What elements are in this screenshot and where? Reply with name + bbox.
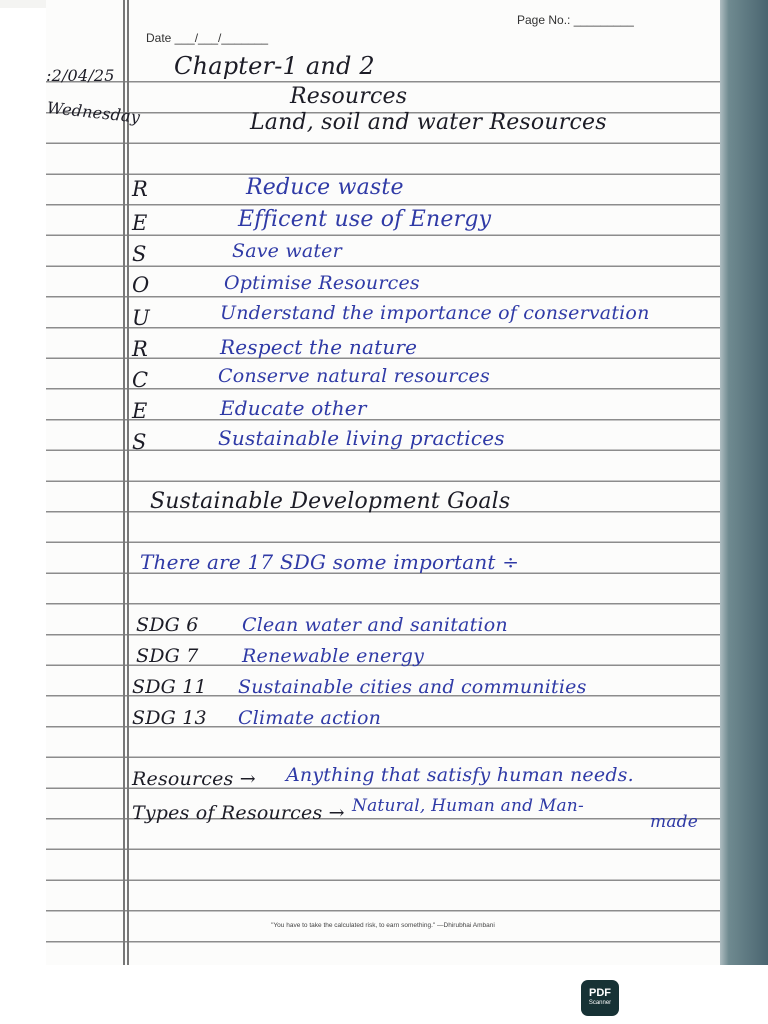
definition-term: Resources → [132,768,256,790]
acronym-text: Reduce waste [246,175,404,200]
margin-day: Wednesday [46,98,141,127]
acronym-letter: E [132,399,148,423]
definition-text-continued: made [650,812,698,832]
acronym-text: Sustainable living practices [218,426,505,450]
acronym-letter: S [132,242,147,266]
margin-line-outer [123,0,125,965]
pdf-scanner-logo-title: PDF [589,987,611,999]
acronym-text: Save water [232,240,342,262]
date-label: Date ___/___/_______ [146,31,269,45]
sdg-heading: Sustainable Development Goals [150,489,511,514]
acronym-letter: R [132,177,149,201]
sdg-code: SDG 13 [132,707,207,729]
footer-quote: "You have to take the calculated risk, to earn something." —Dhirubhai Ambani [271,922,495,929]
sdg-text: Clean water and sanitation [242,614,508,636]
sdg-intro: There are 17 SDG some important ÷ [140,550,520,574]
sdg-text: Renewable energy [242,645,425,667]
pdf-scanner-logo-subtitle: Scanner [588,1000,612,1006]
heading-resources: Resources [290,84,408,109]
sdg-code: SDG 11 [132,676,207,698]
acronym-letter: R [132,337,149,361]
acronym-letter: U [132,306,150,330]
definition-text: Anything that satisfy human needs. [286,764,634,786]
notebook-page [46,0,720,965]
chapter-title: Chapter-1 and 2 [174,52,375,80]
subheading: Land, soil and water Resources [250,110,607,135]
sdg-text: Sustainable cities and communities [238,676,587,698]
acronym-letter: E [132,211,148,235]
sdg-text: Climate action [238,707,382,729]
acronym-text: Educate other [220,396,367,420]
margin-line-inner [127,0,129,965]
definition-text: Natural, Human and Man- [352,796,584,816]
sdg-code: SDG 7 [136,645,199,667]
definition-term: Types of Resources → [132,802,345,824]
scan-edge-right [712,0,768,965]
pdf-scanner-logo [581,980,619,1016]
acronym-text: Conserve natural resources [218,365,490,387]
acronym-text: Optimise Resources [224,272,420,294]
sdg-code: SDG 6 [136,614,199,636]
acronym-text: Understand the importance of conservation [220,302,650,324]
margin-date: :2/04/25 [46,66,115,85]
acronym-letter: C [132,368,149,392]
acronym-letter: O [132,273,150,297]
page-number-label: Page No.: _________ [517,13,634,27]
acronym-text: Efficent use of Energy [238,207,492,232]
acronym-text: Respect the nature [220,335,418,359]
acronym-letter: S [132,430,147,454]
